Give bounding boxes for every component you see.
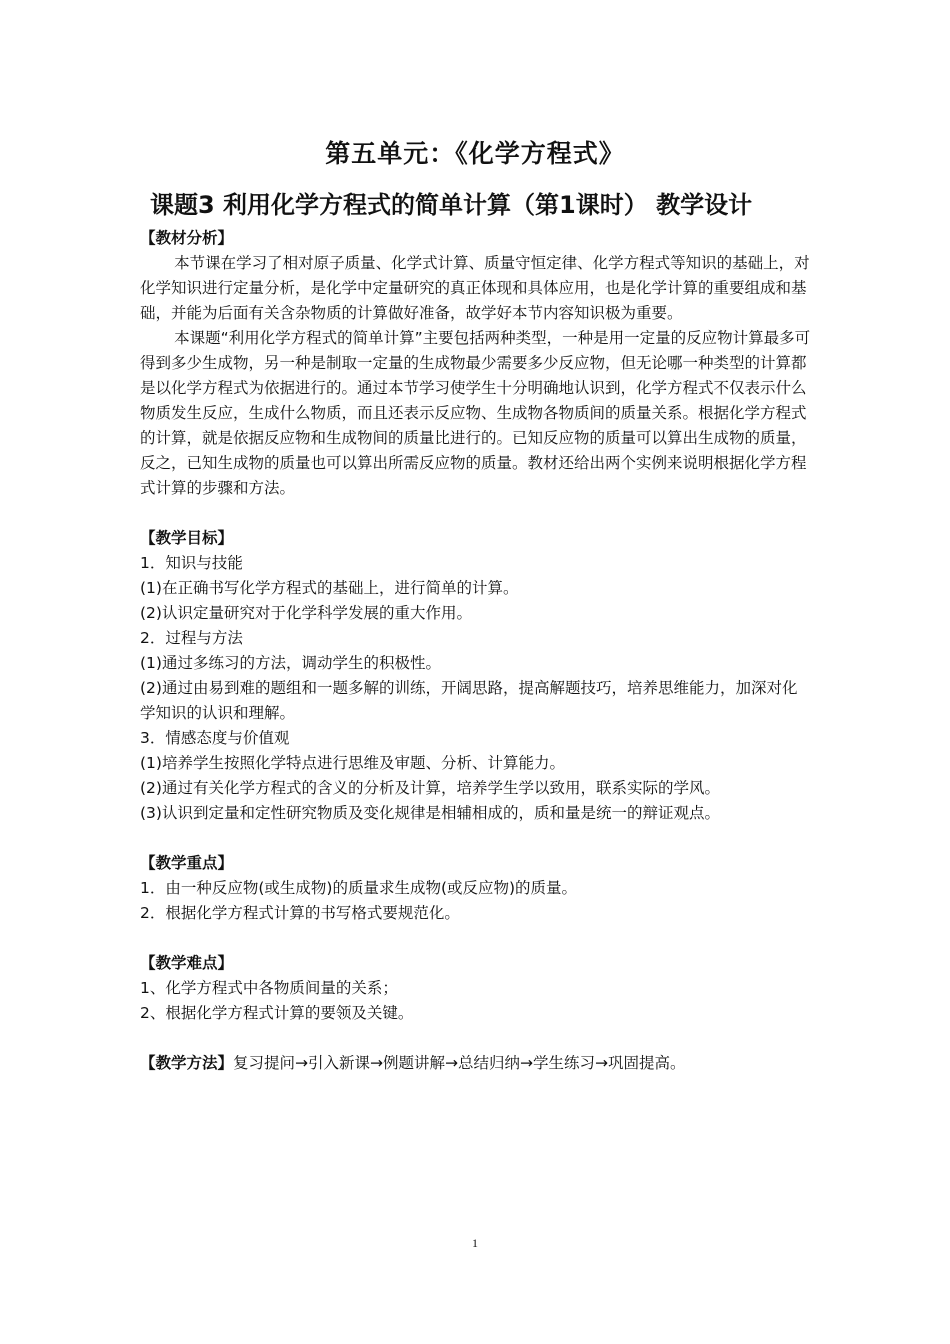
page-number: 1 (472, 1236, 478, 1250)
goal-item: (1)通过多练习的方法，调动学生的积极性。 (140, 654, 441, 672)
unit-title: 第五单元：《化学方程式》 (325, 139, 625, 168)
goal-item: (1)在正确书写化学方程式的基础上，进行简单的计算。 (140, 579, 519, 597)
key-point-item: 1．由一种反应物(或生成物)的质量求生成物(或反应物)的质量。 (140, 879, 578, 897)
textbook-analysis-section (140, 226, 812, 501)
goal-item: (2)通过由易到难的题组和一题多解的训练，开阔思路，提高解题技巧，培养思维能力，加深对化学知识的认识和理解。 (140, 679, 798, 722)
section-spacer (140, 826, 812, 851)
difficulties-heading: 【教学难点】 (140, 954, 234, 972)
goal-item: (1)培养学生按照化学特点进行思维及审题、分析、计算能力。 (140, 754, 565, 772)
teaching-method-text: 复习提问→引入新课→例题讲解→总结归纳→学生练习→巩固提高。 (233, 1054, 686, 1072)
teaching-method-heading: 【教学方法】 (140, 1054, 234, 1072)
textbook-analysis-heading: 【教材分析】 (140, 229, 234, 247)
goal-subsection-title: 3．情感态度与价值观 (140, 729, 290, 747)
teaching-method-section (140, 1051, 812, 1076)
goal-item: (2)认识定量研究对于化学科学发展的重大作用。 (140, 604, 472, 622)
goal-item: (2)通过有关化学方程式的含义的分析及计算，培养学生学以致用，联系实际的学风。 (140, 779, 720, 797)
section-spacer (140, 501, 812, 526)
goal-subsection-title: 1．知识与技能 (140, 554, 243, 572)
goal-subsection-title: 2．过程与方法 (140, 629, 243, 647)
analysis-paragraph-1: 本节课在学习了相对原子质量、化学式计算、质量守恒定律、化学方程式等知识的基础上，对化学知识进行定量分析，是化学中定量研究的真正体现和具体应用，也是化学计算的重要组成和基础，并能为后面有关含杂物质的计算做好准备，故学好本节内容知识极为重要。 (140, 254, 810, 322)
key-point-item: 2．根据化学方程式计算的书写格式要规范化。 (140, 904, 460, 922)
teaching-goals-section (140, 526, 812, 826)
section-spacer (140, 1026, 812, 1051)
teaching-method-line (140, 1051, 812, 1076)
teaching-goals-heading: 【教学目标】 (140, 529, 234, 547)
section-spacer (140, 926, 812, 951)
key-points-heading: 【教学重点】 (140, 854, 234, 872)
lesson-title: 课题3 利用化学方程式的简单计算（第1课时） 教学设计 (150, 191, 753, 219)
analysis-paragraph-2: 本课题“利用化学方程式的简单计算”主要包括两种类型，一种是用一定量的反应物计算最多可得到多少生成物，另一种是制取一定量的生成物最少需要多少反应物，但无论哪一种类型的计算都是以化学方程式为依据进行的。通过本节学习使学生十分明确地认识到，化学方程式不仅表示什么物质发生反应，生成什么物质，而且还表示反应物、生成物各物质间的质量关系。根据化学方程式的计算，就是依据反应物和生成物间的质量比进行的。已知反应物的质量可以算出生成物的质量，反之，已知生成物的质量也可以算出所需反应物的质量。教材还给出两个实例来说明根据化学方程式计算的步骤和方法。 (140, 329, 811, 497)
difficulty-item: 2、根据化学方程式计算的要领及关键。 (140, 1004, 414, 1022)
difficulty-item: 1、化学方程式中各物质间量的关系； (140, 979, 398, 997)
key-points-section (140, 851, 812, 926)
difficulties-section (140, 951, 812, 1026)
goal-item: (3)认识到定量和定性研究物质及变化规律是相辅相成的，质和量是统一的辩证观点。 (140, 804, 720, 822)
document-body (140, 226, 812, 1076)
